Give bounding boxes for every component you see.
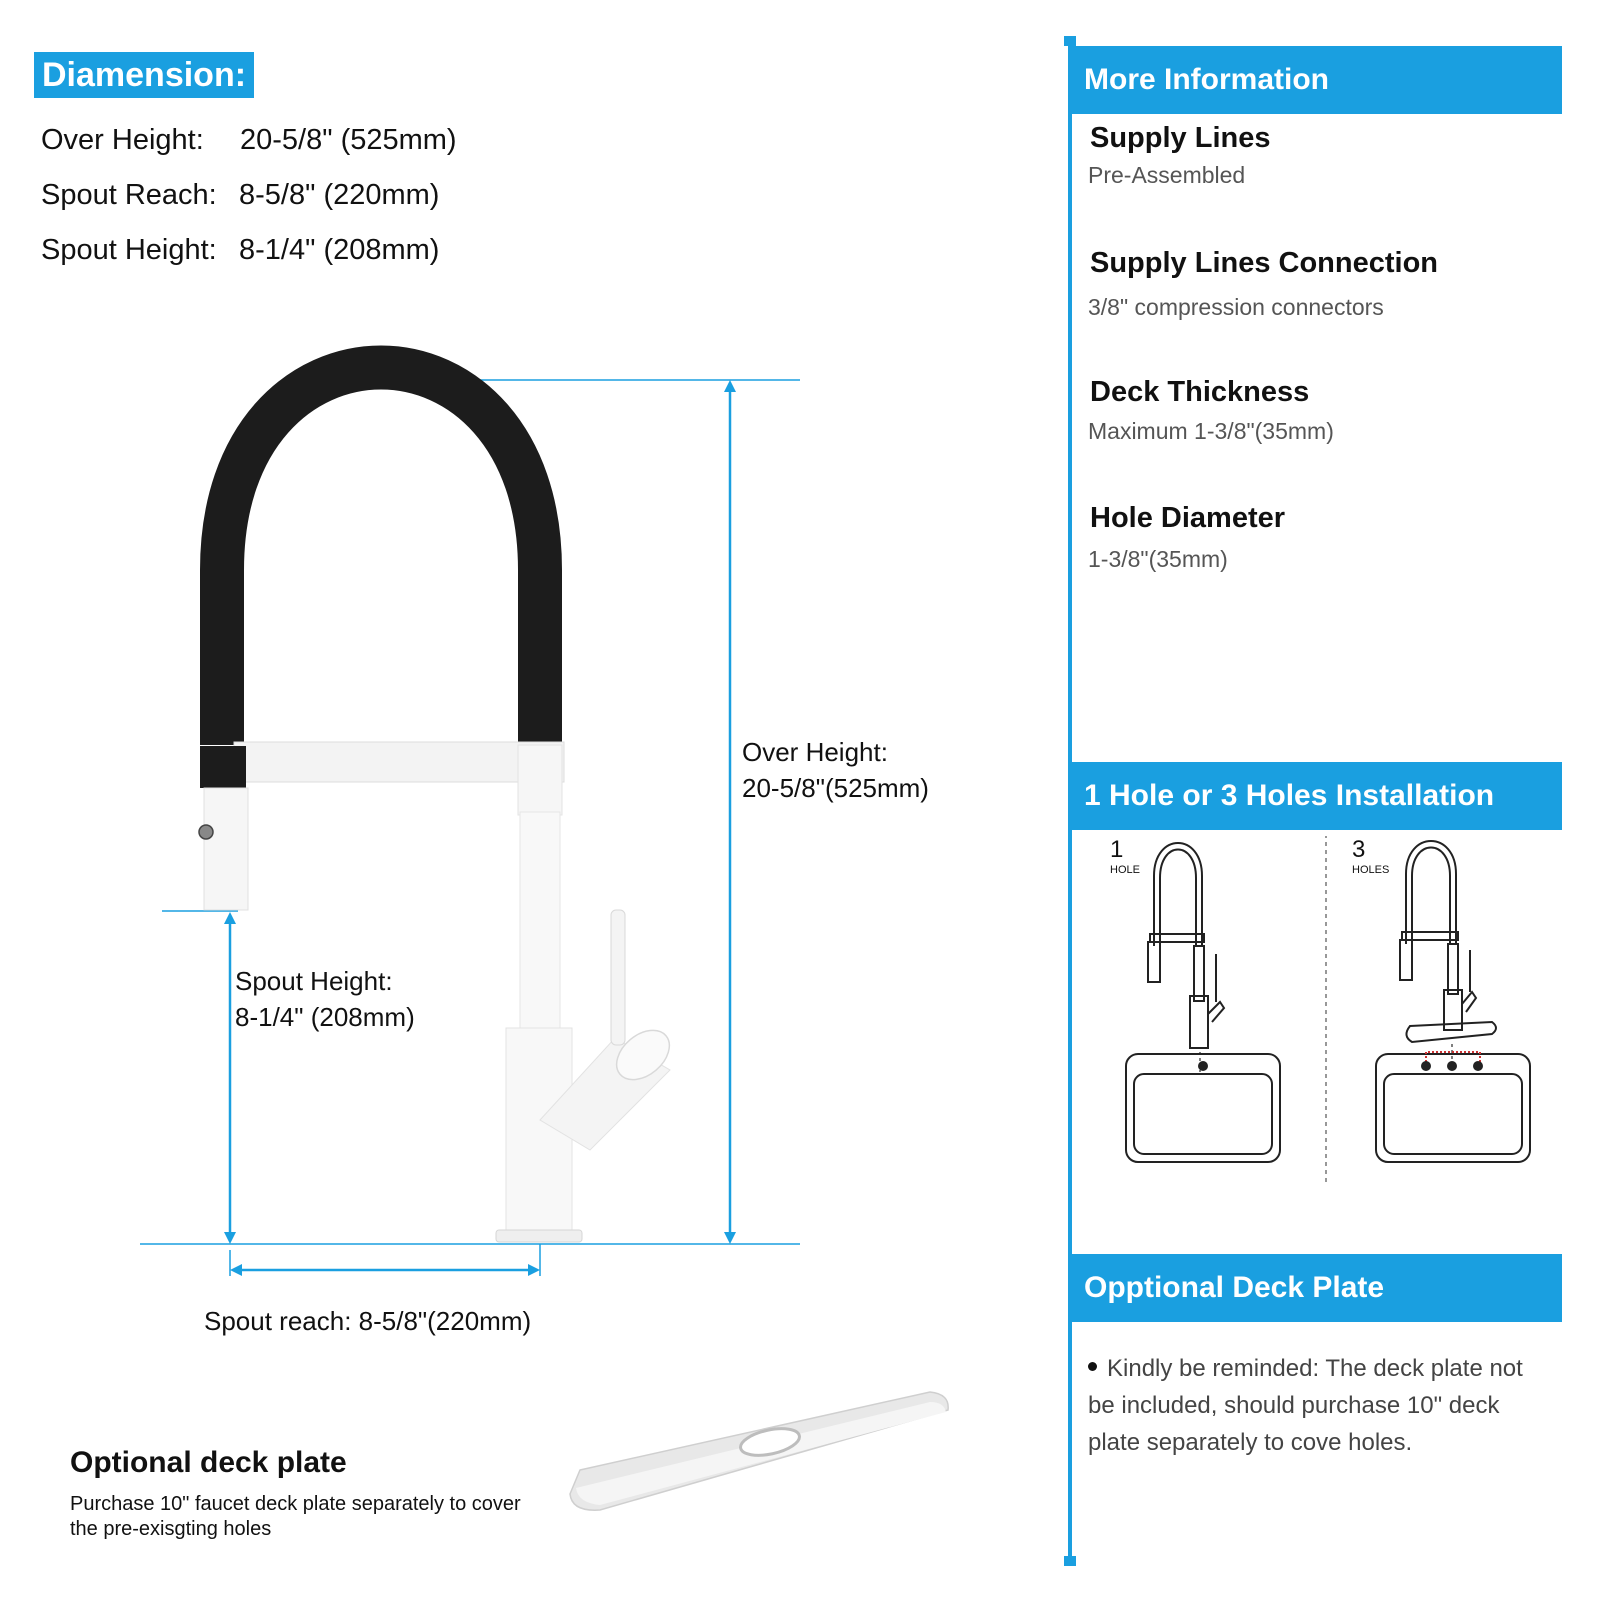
hose-arch <box>222 368 540 746</box>
bullet-icon <box>1088 1362 1097 1371</box>
body-neck <box>520 812 560 1032</box>
handle-lever <box>611 910 625 1045</box>
optional-deck-plate-header: Opptional Deck Plate <box>1072 1254 1562 1322</box>
holder-bar <box>234 742 564 782</box>
three-hole-faucet-icon <box>1400 841 1496 1042</box>
info-heading-supply-lines: Supply Lines <box>1090 122 1271 154</box>
spec-label: Over Height: <box>41 124 204 156</box>
deck-plate-notice-text: Kindly be reminded: The deck plate not be included, should purchase 10" deck plate separately to cove holes. <box>1088 1355 1523 1456</box>
info-heading-deck-thickness: Deck Thickness <box>1090 376 1310 408</box>
dimension-title: Diamension: <box>34 52 254 98</box>
three-hole-number: 3 <box>1352 836 1366 863</box>
info-value-deck-thickness: Maximum 1-3/8"(35mm) <box>1088 418 1334 444</box>
info-value-supply-lines: Pre-Assembled <box>1088 162 1246 188</box>
info-heading-hole-diameter: Hole Diameter <box>1090 502 1286 534</box>
spec-value: 8-5/8" (220mm) <box>239 179 440 211</box>
three-hole-mark-center-icon <box>1447 1061 1457 1071</box>
deck-plate-description: Purchase 10" faucet deck plate separately to cover the pre-exisgting holes <box>70 1493 521 1540</box>
deck-plate-notice <box>1088 1350 1548 1461</box>
sprayer-head <box>204 788 248 910</box>
spout-height-value: 8-1/4" (208mm) <box>235 1002 415 1032</box>
info-heading-supply-lines-connection: Supply Lines Connection <box>1090 247 1439 279</box>
sprayer-collar <box>200 746 246 788</box>
info-value-hole-diameter: 1-3/8"(35mm) <box>1088 546 1228 572</box>
installation-diagrams <box>1072 836 1562 1196</box>
spec-label: Spout Reach: <box>41 179 217 211</box>
one-hole-label: HOLE <box>1110 864 1140 876</box>
dimension-arrows <box>230 384 730 1270</box>
panel-divider-cap-bottom <box>1064 1556 1076 1566</box>
over-height-label: Over Height: <box>742 737 888 767</box>
one-hole-mark-icon <box>1198 1061 1208 1071</box>
body-neck-top <box>518 745 562 815</box>
over-height-value: 20-5/8"(525mm) <box>742 773 929 803</box>
more-information-header: More Information <box>1072 46 1562 114</box>
installation-illustration <box>1072 836 1562 1196</box>
three-hole-mark-right-icon <box>1473 1061 1483 1071</box>
one-hole-faucet-icon <box>1148 843 1224 1048</box>
panel-divider-cap-top <box>1064 36 1076 46</box>
spec-label: Spout Height: <box>41 234 217 266</box>
sprayer-button-icon <box>199 825 213 839</box>
spout-height-label: Spout Height: <box>235 966 393 996</box>
three-hole-mark-left-icon <box>1421 1061 1431 1071</box>
one-hole-number: 1 <box>1110 836 1124 863</box>
arrow-heads <box>224 380 736 1276</box>
installation-header: 1 Hole or 3 Holes Installation <box>1072 762 1562 830</box>
spec-value: 20-5/8" (525mm) <box>240 124 457 156</box>
spec-value: 8-1/4" (208mm) <box>239 234 440 266</box>
deck-plate-title: Optional deck plate <box>70 1446 347 1479</box>
deck-plate-image <box>570 1392 948 1510</box>
three-hole-label: HOLES <box>1352 864 1390 876</box>
base-flange <box>496 1230 582 1242</box>
spout-reach-label: Spout reach: 8-5/8"(220mm) <box>204 1306 532 1336</box>
info-value-supply-lines-connection: 3/8" compression connectors <box>1088 294 1384 320</box>
